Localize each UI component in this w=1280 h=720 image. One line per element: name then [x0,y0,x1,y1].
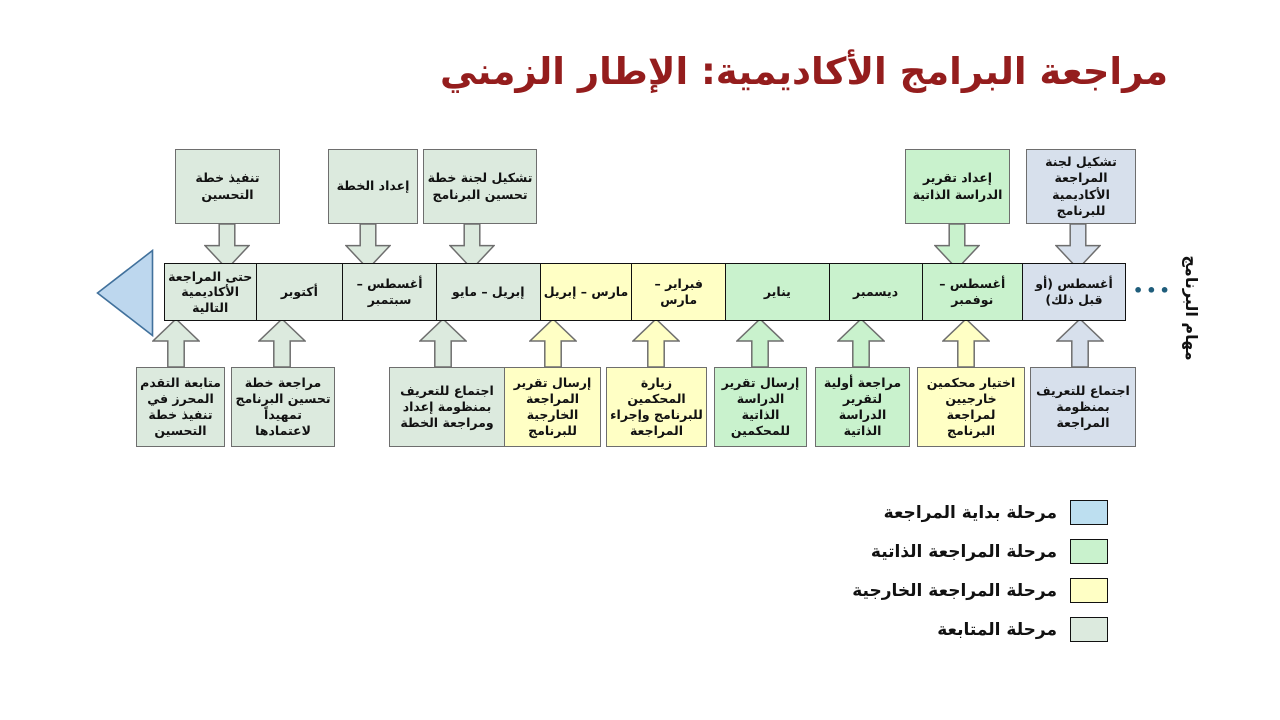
up-arrow-icon [258,318,306,371]
legend-row [937,617,1108,642]
timeline-segment: أغسطس (أو قبل ذلك) [1022,263,1126,321]
task-box-top: تنفيذ خطة التحسين [175,149,280,224]
up-arrow-icon [529,318,577,371]
task-box-bottom: مراجعة خطة تحسين البرنامج تمهيداً لاعتمادها [231,367,335,447]
up-arrow-icon [1056,318,1104,371]
up-arrow-icon [837,318,885,371]
task-box-bottom: اجتماع للتعريف بمنظومة المراجعة [1030,367,1136,447]
legend [852,500,1108,642]
timeline-segment: أغسطس – نوفمبر [921,263,1023,321]
timeline-segment: أكتوبر [255,263,343,321]
task-box-top: إعداد تقرير الدراسة الذاتية [905,149,1010,224]
timeline-left-arrowhead-icon [96,249,154,337]
task-box-top: تشكيل لجنة خطة تحسين البرنامج [423,149,537,224]
timeline-segment: أغسطس – سبتمبر [342,263,437,321]
legend-swatch-icon [1070,500,1108,525]
task-box-bottom: إرسال تقرير المراجعة الخارجية للبرنامج [504,367,601,447]
up-arrow-icon [632,318,680,371]
timeline-segment: ديسمبر [829,263,923,321]
task-box-bottom: اختيار محكمين خارجيين لمراجعة البرنامج [917,367,1025,447]
legend-swatch-icon [1070,578,1108,603]
legend-swatch-icon [1070,539,1108,564]
legend-swatch-icon [1070,617,1108,642]
legend-label: مرحلة المراجعة الخارجية [852,580,1057,601]
task-box-bottom: اجتماع للتعريف بمنظومة إعداد ومراجعة الخطة [389,367,505,447]
timeline-bar [152,263,1126,321]
legend-label: مرحلة المراجعة الذاتية [870,541,1057,562]
continuation-dots: ••• [1133,281,1173,300]
task-box-top: تشكيل لجنة المراجعة الأكاديمية للبرنامج [1026,149,1136,224]
page-title: مراجعة البرامج الأكاديمية: الإطار الزمني [439,50,1168,93]
timeline-axis-label: مهام البرنامج [1182,255,1201,361]
legend-row [884,500,1108,525]
task-box-top: إعداد الخطة [328,149,418,224]
timeline-segment: يناير [725,263,830,321]
up-arrow-icon [942,318,990,371]
timeline-segment: فبراير – مارس [631,263,726,321]
legend-row [852,578,1108,603]
timeline-segment: حتى المراجعة الأكاديمية التالية [164,263,257,321]
up-arrow-icon [736,318,784,371]
legend-label: مرحلة المتابعة [937,619,1057,640]
up-arrow-icon [419,318,467,371]
task-box-bottom: زيارة المحكمين للبرنامج وإجراء المراجعة [606,367,707,447]
legend-label: مرحلة بداية المراجعة [883,502,1057,523]
task-box-bottom: إرسال تقرير الدراسة الذاتية للمحكمين [714,367,807,447]
timeline-segment: إبريل – مايو [436,263,541,321]
task-box-bottom: متابعة التقدم المحرز في تنفيذ خطة التحسين [136,367,225,447]
up-arrow-icon [152,318,200,371]
task-box-bottom: مراجعة أولية لتقرير الدراسة الذاتية [815,367,910,447]
timeline-segment: مارس – إبريل [539,263,632,321]
legend-row [871,539,1108,564]
